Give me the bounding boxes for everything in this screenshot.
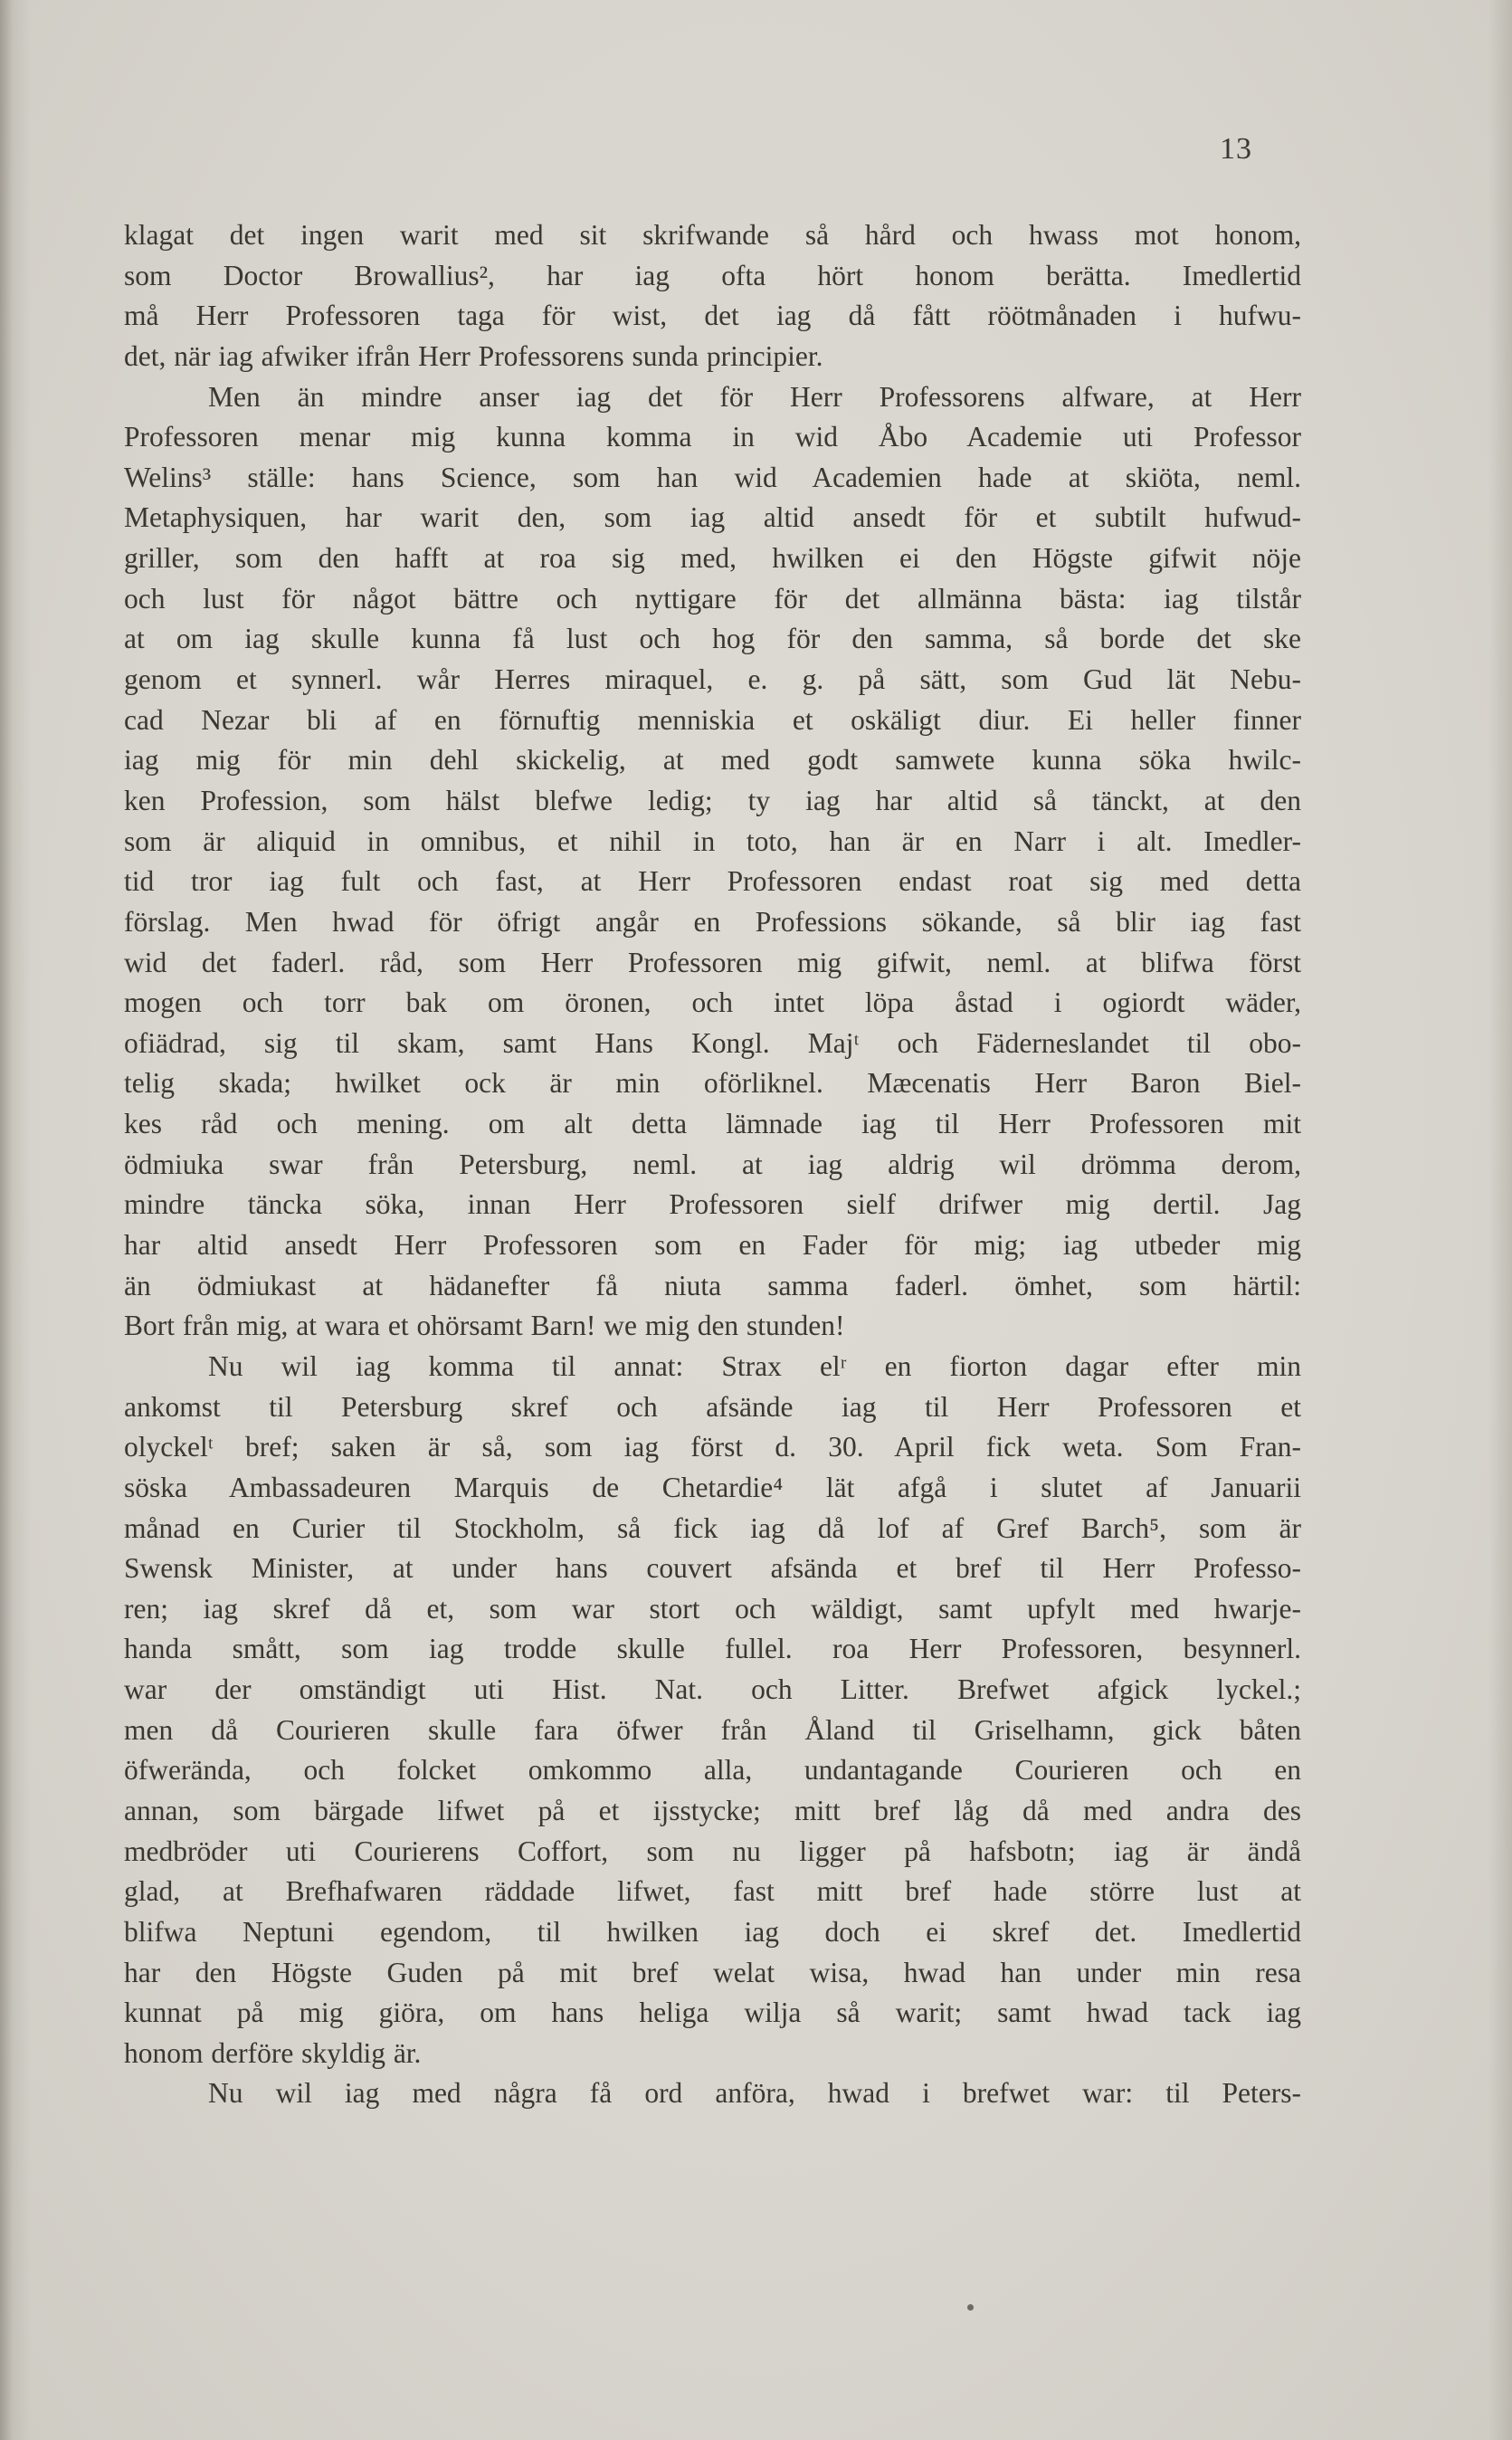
- text-line: månad en Curier til Stockholm, så fick iag då lof af Gref Barch⁵, som är: [124, 1511, 1301, 1544]
- text-line: cad Nezar bli af en förnuftig menniskia et oskäligt diur. Ei heller finner: [124, 703, 1301, 736]
- paragraph-start-line: Nu wil iag komma til annat: Strax elʳ en fiorton dagar efter min: [208, 1349, 1301, 1382]
- text-line: mindre täncka söka, innan Herr Professoren sielf drifwer mig dertil. Jag: [124, 1188, 1301, 1221]
- text-line: griller, som den hafft at roa sig med, hwilken ei den Högste gifwit nöje: [124, 542, 1301, 575]
- paragraph-start-line: Men än mindre anser iag det för Herr Professorens alfware, at Herr: [208, 380, 1301, 413]
- text-line: Swensk Minister, at under hans couvert afsända et bref til Herr Professo-: [124, 1552, 1301, 1585]
- text-line: ankomst til Petersburg skref och afsände iag til Herr Professoren et: [124, 1390, 1301, 1423]
- text-line: Professoren menar mig kunna komma in wid Åbo Academie uti Professor: [124, 421, 1301, 453]
- text-line: telig skada; hwilket ock är min oförliknel. Mæcenatis Herr Baron Biel-: [124, 1067, 1301, 1100]
- text-line: Bort från mig, at wara et ohörsamt Barn! we mig den stunden!: [124, 1310, 845, 1342]
- text-line: ödmiuka swar från Petersburg, neml. at iag aldrig wil drömma derom,: [124, 1148, 1301, 1180]
- text-line: olyckelᵗ bref; saken är så, som iag först d. 30. April fick weta. Som Fran-: [124, 1431, 1301, 1463]
- text-line: genom et synnerl. wår Herres miraquel, e. g. på sätt, som Gud lät Nebu-: [124, 663, 1301, 696]
- text-line: har den Högste Guden på mit bref welat wisa, hwad han under min resa: [124, 1956, 1301, 1988]
- text-line: än ödmiukast at hädanefter få niuta samma faderl. ömhet, som härtil:: [124, 1269, 1301, 1301]
- text-line: det, när iag afwiker ifrån Herr Professorens sunda principier.: [124, 339, 823, 372]
- text-line: ofiädrad, sig til skam, samt Hans Kongl. Majᵗ och Fäderneslandet til obo-: [124, 1026, 1301, 1059]
- text-line: ren; iag skref då et, som war stort och wäldigt, samt upfylt med hwarje-: [124, 1592, 1301, 1625]
- text-line: ken Profession, som hälst blefwe ledig; ty iag har altid så tänckt, at den: [124, 784, 1301, 816]
- text-line: honom derföre skyldig är.: [124, 2036, 422, 2069]
- page-number: 13: [1220, 132, 1252, 166]
- text-line: medbröder uti Courierens Coffort, som nu ligger på hafsbotn; iag är ändå: [124, 1835, 1301, 1867]
- text-line: annan, som bärgade lifwet på et ijsstycke; mitt bref låg då med andra des: [124, 1794, 1301, 1826]
- text-line: och lust för något bättre och nyttigare för det allmänna bästa: iag tilstår: [124, 582, 1301, 615]
- text-line: må Herr Professoren taga för wist, det iag då fått röötmånaden i hufwu-: [124, 300, 1301, 332]
- paragraph-start-line: Nu wil iag med några få ord anföra, hwad i brefwet war: til Peters-: [208, 2077, 1301, 2110]
- text-line: har altid ansedt Herr Professoren som en Fader för mig; iag utbeder mig: [124, 1229, 1301, 1262]
- text-line: Welins³ ställe: hans Science, som han wid Academien hade at skiöta, neml.: [124, 461, 1301, 493]
- text-line: kes råd och mening. om alt detta lämnade iag til Herr Professoren mit: [124, 1108, 1301, 1140]
- text-line: blifwa Neptuni egendom, til hwilken iag doch ei skref det. Imedlertid: [124, 1915, 1301, 1948]
- text-line: som är aliquid in omnibus, et nihil in toto, han är en Narr i alt. Imedler-: [124, 824, 1301, 857]
- text-line: glad, at Brefhafwaren räddade lifwet, fast mitt bref hade större lust at: [124, 1875, 1301, 1908]
- text-line: förslag. Men hwad för öfrigt angår en Professions sökande, så blir iag fast: [124, 905, 1301, 938]
- text-line: at om iag skulle kunna få lust och hog för den samma, så borde det ske: [124, 623, 1301, 655]
- text-line: mogen och torr bak om öronen, och intet löpa åstad i ogiordt wäder,: [124, 986, 1301, 1019]
- text-line: som Doctor Browallius², har iag ofta hört honom berätta. Imedlertid: [124, 259, 1301, 291]
- text-line: war der omständigt uti Hist. Nat. och Litter. Brefwet afgick lyckel.;: [124, 1673, 1301, 1706]
- text-line: söska Ambassadeuren Marquis de Chetardie⁴ lät afgå i slutet af Januarii: [124, 1471, 1301, 1503]
- text-line: kunnat på mig giöra, om hans heliga wilja så warit; samt hwad tack iag: [124, 1997, 1301, 2029]
- text-line: iag mig för min dehl skickelig, at med godt samwete kunna söka hwilc-: [124, 744, 1301, 777]
- paper-speck: [967, 2304, 974, 2311]
- body-text: [124, 215, 1301, 2114]
- text-line: öfwerända, och folcket omkommo alla, undantagande Courieren och en: [124, 1754, 1301, 1787]
- text-line: men då Courieren skulle fara öfwer från Åland til Griselhamn, gick båten: [124, 1713, 1301, 1746]
- text-line: klagat det ingen warit med sit skrifwande så hård och hwass mot honom,: [124, 219, 1301, 251]
- text-line: wid det faderl. råd, som Herr Professoren mig gifwit, neml. at blifwa först: [124, 946, 1301, 978]
- text-line: Metaphysiquen, har warit den, som iag altid ansedt för et subtilt hufwud-: [124, 501, 1301, 534]
- text-line: tid tror iag fult och fast, at Herr Professoren endast roat sig med detta: [124, 865, 1301, 898]
- text-line: handa smått, som iag trodde skulle fullel. roa Herr Professoren, besynnerl.: [124, 1633, 1301, 1665]
